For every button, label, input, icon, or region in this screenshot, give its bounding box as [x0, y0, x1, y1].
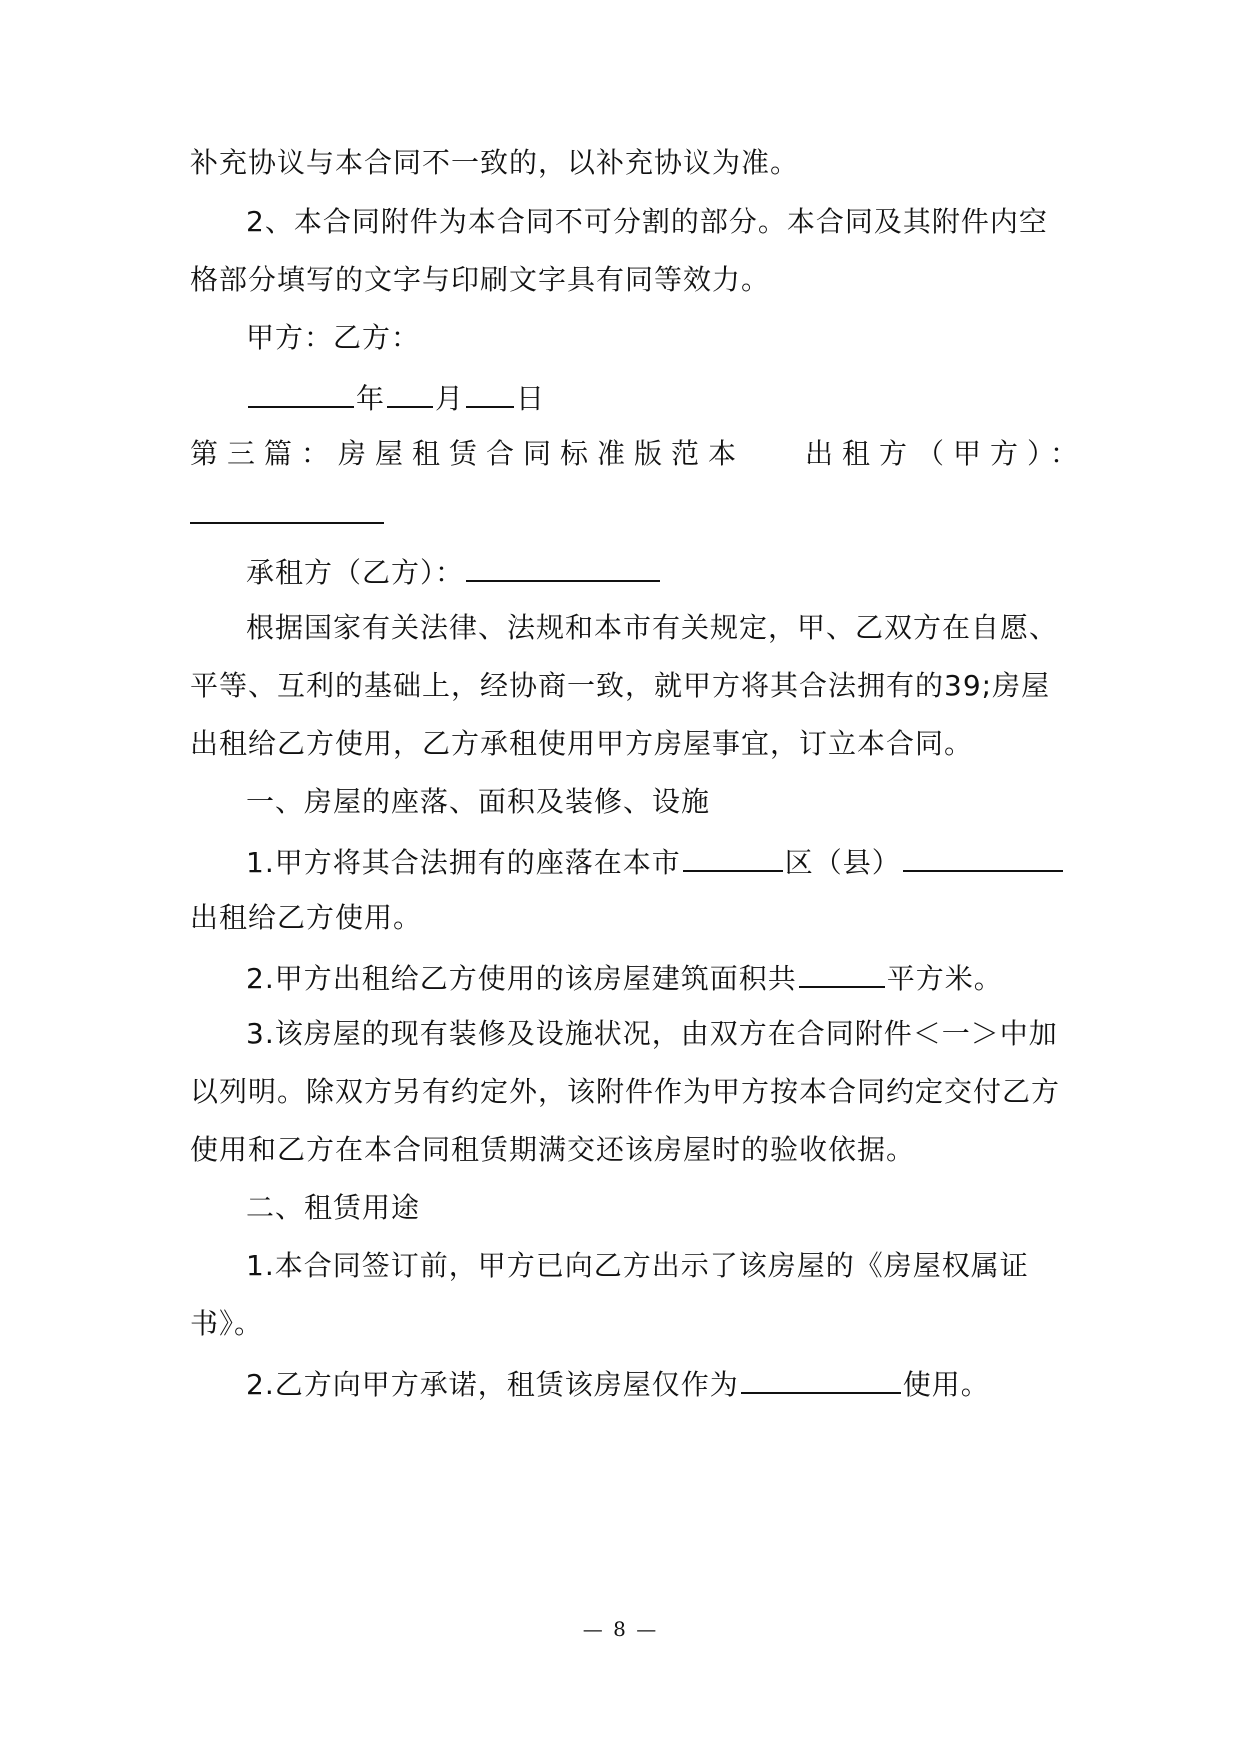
text-line: 2、本合同附件为本合同不可分割的部分。本合同及其附件内空: [246, 205, 1048, 238]
usage-blank[interactable]: [741, 1360, 901, 1394]
text-line: 出租给乙方使用，乙方承租使用甲方房屋事宜，订立本合同。: [190, 727, 974, 760]
text-line: 出租给乙方使用。: [190, 901, 423, 934]
text-line: 2.乙方向甲方承诺，租赁该房屋仅作为 使用。: [246, 1360, 1070, 1404]
lessee-name-blank[interactable]: [466, 548, 660, 582]
lessee-line: [246, 548, 1070, 592]
text-line: 格部分填写的文字与印刷文字具有同等效力。: [190, 263, 771, 296]
signature-parties: 甲方：乙方：: [246, 321, 421, 354]
text-line: 2.甲方出租给乙方使用的该房屋建筑面积共 平方米。: [246, 954, 1070, 998]
day-blank[interactable]: [466, 374, 514, 408]
text-line: 1.本合同签订前，甲方已向乙方出示了该房屋的《房屋权属证: [246, 1249, 1029, 1282]
page-number: — 8 —: [582, 1617, 659, 1641]
year-blank[interactable]: [248, 374, 354, 408]
text-line: 使用和乙方在本合同租赁期满交还该房屋时的验收依据。: [190, 1133, 916, 1166]
area-blank[interactable]: [799, 954, 885, 988]
text-line: 补充协议与本合同不一致的，以补充协议为准。: [190, 146, 800, 179]
text-line: 3.该房屋的现有装修及设施状况，由双方在合同附件＜一＞中加: [246, 1017, 1058, 1050]
section-title-line: [190, 432, 1088, 476]
clause-heading: 二、租赁用途: [246, 1191, 421, 1224]
section-title: 第三篇：房屋租赁合同标准版范本: [190, 437, 746, 470]
lessee-label: 承租方（乙方）：: [246, 556, 465, 589]
text-line: 1.甲方将其合法拥有的座落在本市 区（县）: [246, 838, 1070, 882]
text-line: 书》。: [190, 1307, 264, 1340]
address-blank[interactable]: [903, 838, 1063, 872]
lessor-label: 出租方（甲方）：: [805, 437, 1088, 470]
clause-heading: 一、房屋的座落、面积及装修、设施: [246, 785, 711, 818]
lessor-name-blank[interactable]: [190, 490, 384, 524]
lessor-blank-line: [190, 490, 1070, 534]
month-blank[interactable]: [387, 374, 433, 408]
date-line: 年 月 日: [246, 374, 1070, 418]
text-line: 根据国家有关法律、法规和本市有关规定，甲、乙双方在自愿、: [246, 611, 1059, 644]
district-blank[interactable]: [683, 838, 783, 872]
text-line: 平等、互利的基础上，经协商一致，就甲方将其合法拥有的39;房屋: [190, 669, 1051, 702]
text-line: 以列明。除双方另有约定外，该附件作为甲方按本合同约定交付乙方: [190, 1075, 1061, 1108]
